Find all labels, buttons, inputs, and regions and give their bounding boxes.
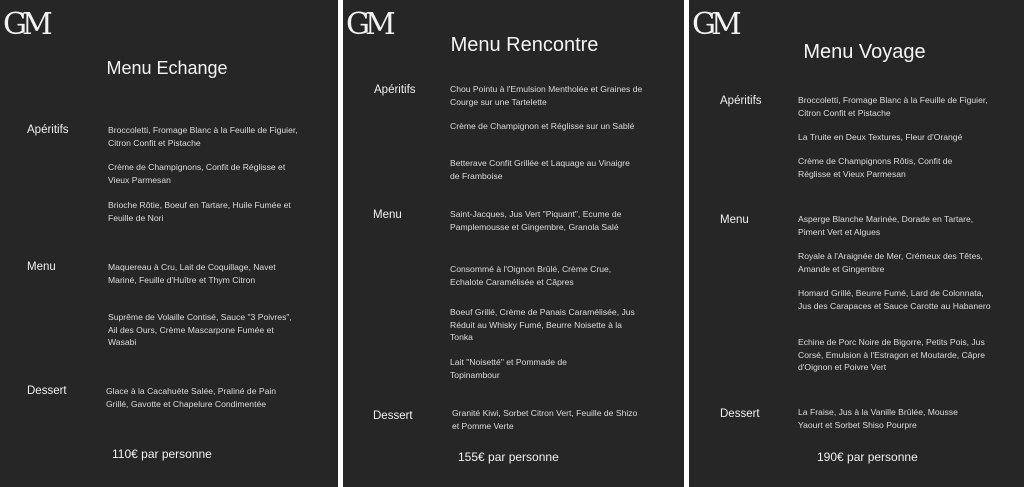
menu-item: La Truite en Deux Textures, Fleur d'Orangé	[798, 132, 963, 142]
menu-title: Menu Voyage	[803, 41, 926, 63]
menu-card-rencontre	[343, 0, 684, 487]
menu-item: Crème de Champignons Rôtis, Confit de Réglisse et Vieux Parmesan	[798, 156, 953, 179]
menu-item: Granité Kiwi, Sorbet Citron Vert, Feuille de Shizo et Pomme Verte	[452, 408, 638, 431]
section-label-dessert: Dessert	[373, 410, 413, 422]
section-label-menu: Menu	[373, 209, 402, 221]
section-label-menu: Menu	[27, 261, 56, 273]
section-label-dessert: Dessert	[720, 408, 760, 420]
menu-item: Crème de Champignons, Confit de Réglisse et Vieux Parmesan	[108, 162, 286, 185]
menu-item: Glace à la Cacahuète Salée, Praliné de Pain Grillé, Gavotte et Chapelure Condimentée	[106, 386, 277, 409]
price-label: 110€ par personne	[112, 447, 212, 461]
menu-item: Consommé à l'Oignon Brûlé, Crème Crue, Echalote Caramélisée et Câpres	[450, 264, 612, 287]
price-label: 155€ par personne	[458, 450, 559, 464]
menu-item: Royale à l'Araignée de Mer, Crémeux des Têtes, Amande et Gingembre	[798, 251, 983, 274]
gm-logo: GM	[692, 7, 737, 42]
menu-item: La Fraise, Jus à la Vanille Brûlée, Mousse Yaourt et Sorbet Shiso Pourpre	[798, 407, 958, 430]
menu-item: Suprême de Volaille Contisé, Sauce "3 Poivres", Ail des Ours, Crème Mascarpone Fumée et Wasabi	[108, 312, 292, 347]
gm-logo: GM	[3, 7, 48, 42]
menu-title: Menu Rencontre	[450, 34, 599, 56]
menu-item: Asperge Blanche Marinée, Dorade en Tartare, Piment Vert et Algues	[798, 214, 974, 237]
menu-item: Brioche Rôtie, Boeuf en Tartare, Huile Fumée et Feuille de Nori	[108, 200, 291, 223]
menu-item: Maquereau à Cru, Lait de Coquillage, Navet Mariné, Feuille d'Huître et Thym Citron	[108, 262, 276, 285]
section-label-aperitifs: Apéritifs	[374, 84, 416, 96]
menu-item: Lait "Noisetté" et Pommade de Topinambour	[450, 357, 567, 380]
menu-item: Broccoletti, Fromage Blanc à la Feuille de Figuier, Citron Confit et Pistache	[798, 95, 988, 118]
section-label-aperitifs: Apéritifs	[720, 95, 762, 107]
menu-item: Betterave Confit Grillée et Laquage au Vinaigre de Framboise	[450, 158, 630, 181]
menu-item: Homard Grillé, Beurre Fumé, Lard de Colonnata, Jus des Carapaces et Sauce Carotte au Habanero	[798, 288, 991, 311]
section-label-menu: Menu	[720, 214, 749, 226]
gm-logo: GM	[346, 7, 391, 42]
section-label-dessert: Dessert	[27, 385, 67, 397]
menu-card-voyage	[689, 0, 1024, 487]
menu-item: Crème de Champignon et Réglisse sur un Sablé	[450, 121, 635, 131]
menu-item: Saint-Jacques, Jus Vert "Piquant", Ecume de Pamplemousse et Gingembre, Granola Salé	[450, 209, 622, 232]
menu-item: Echine de Porc Noire de Bigorre, Petits Pois, Jus Corsé, Emulsion à l'Estragon et Moutarde, Câpre d'Oignon et Poivre Vert	[798, 337, 985, 372]
price-label: 190€ par personne	[817, 450, 918, 464]
menu-item: Broccoletti, Fromage Blanc à la Feuille de Figuier, Citron Confit et Pistache	[108, 125, 298, 148]
menu-card-echange	[0, 0, 338, 487]
menu-item: Chou Pointu à l'Emulsion Mentholée et Graines de Courge sur une Tartelette	[450, 84, 643, 107]
menu-item: Boeuf Grillé, Crème de Panais Caramélisée, Jus Réduit au Whisky Fumé, Beurre Noisette à la Tonka	[450, 307, 635, 342]
menu-title: Menu Echange	[106, 58, 228, 78]
section-label-aperitifs: Apéritifs	[27, 124, 69, 136]
